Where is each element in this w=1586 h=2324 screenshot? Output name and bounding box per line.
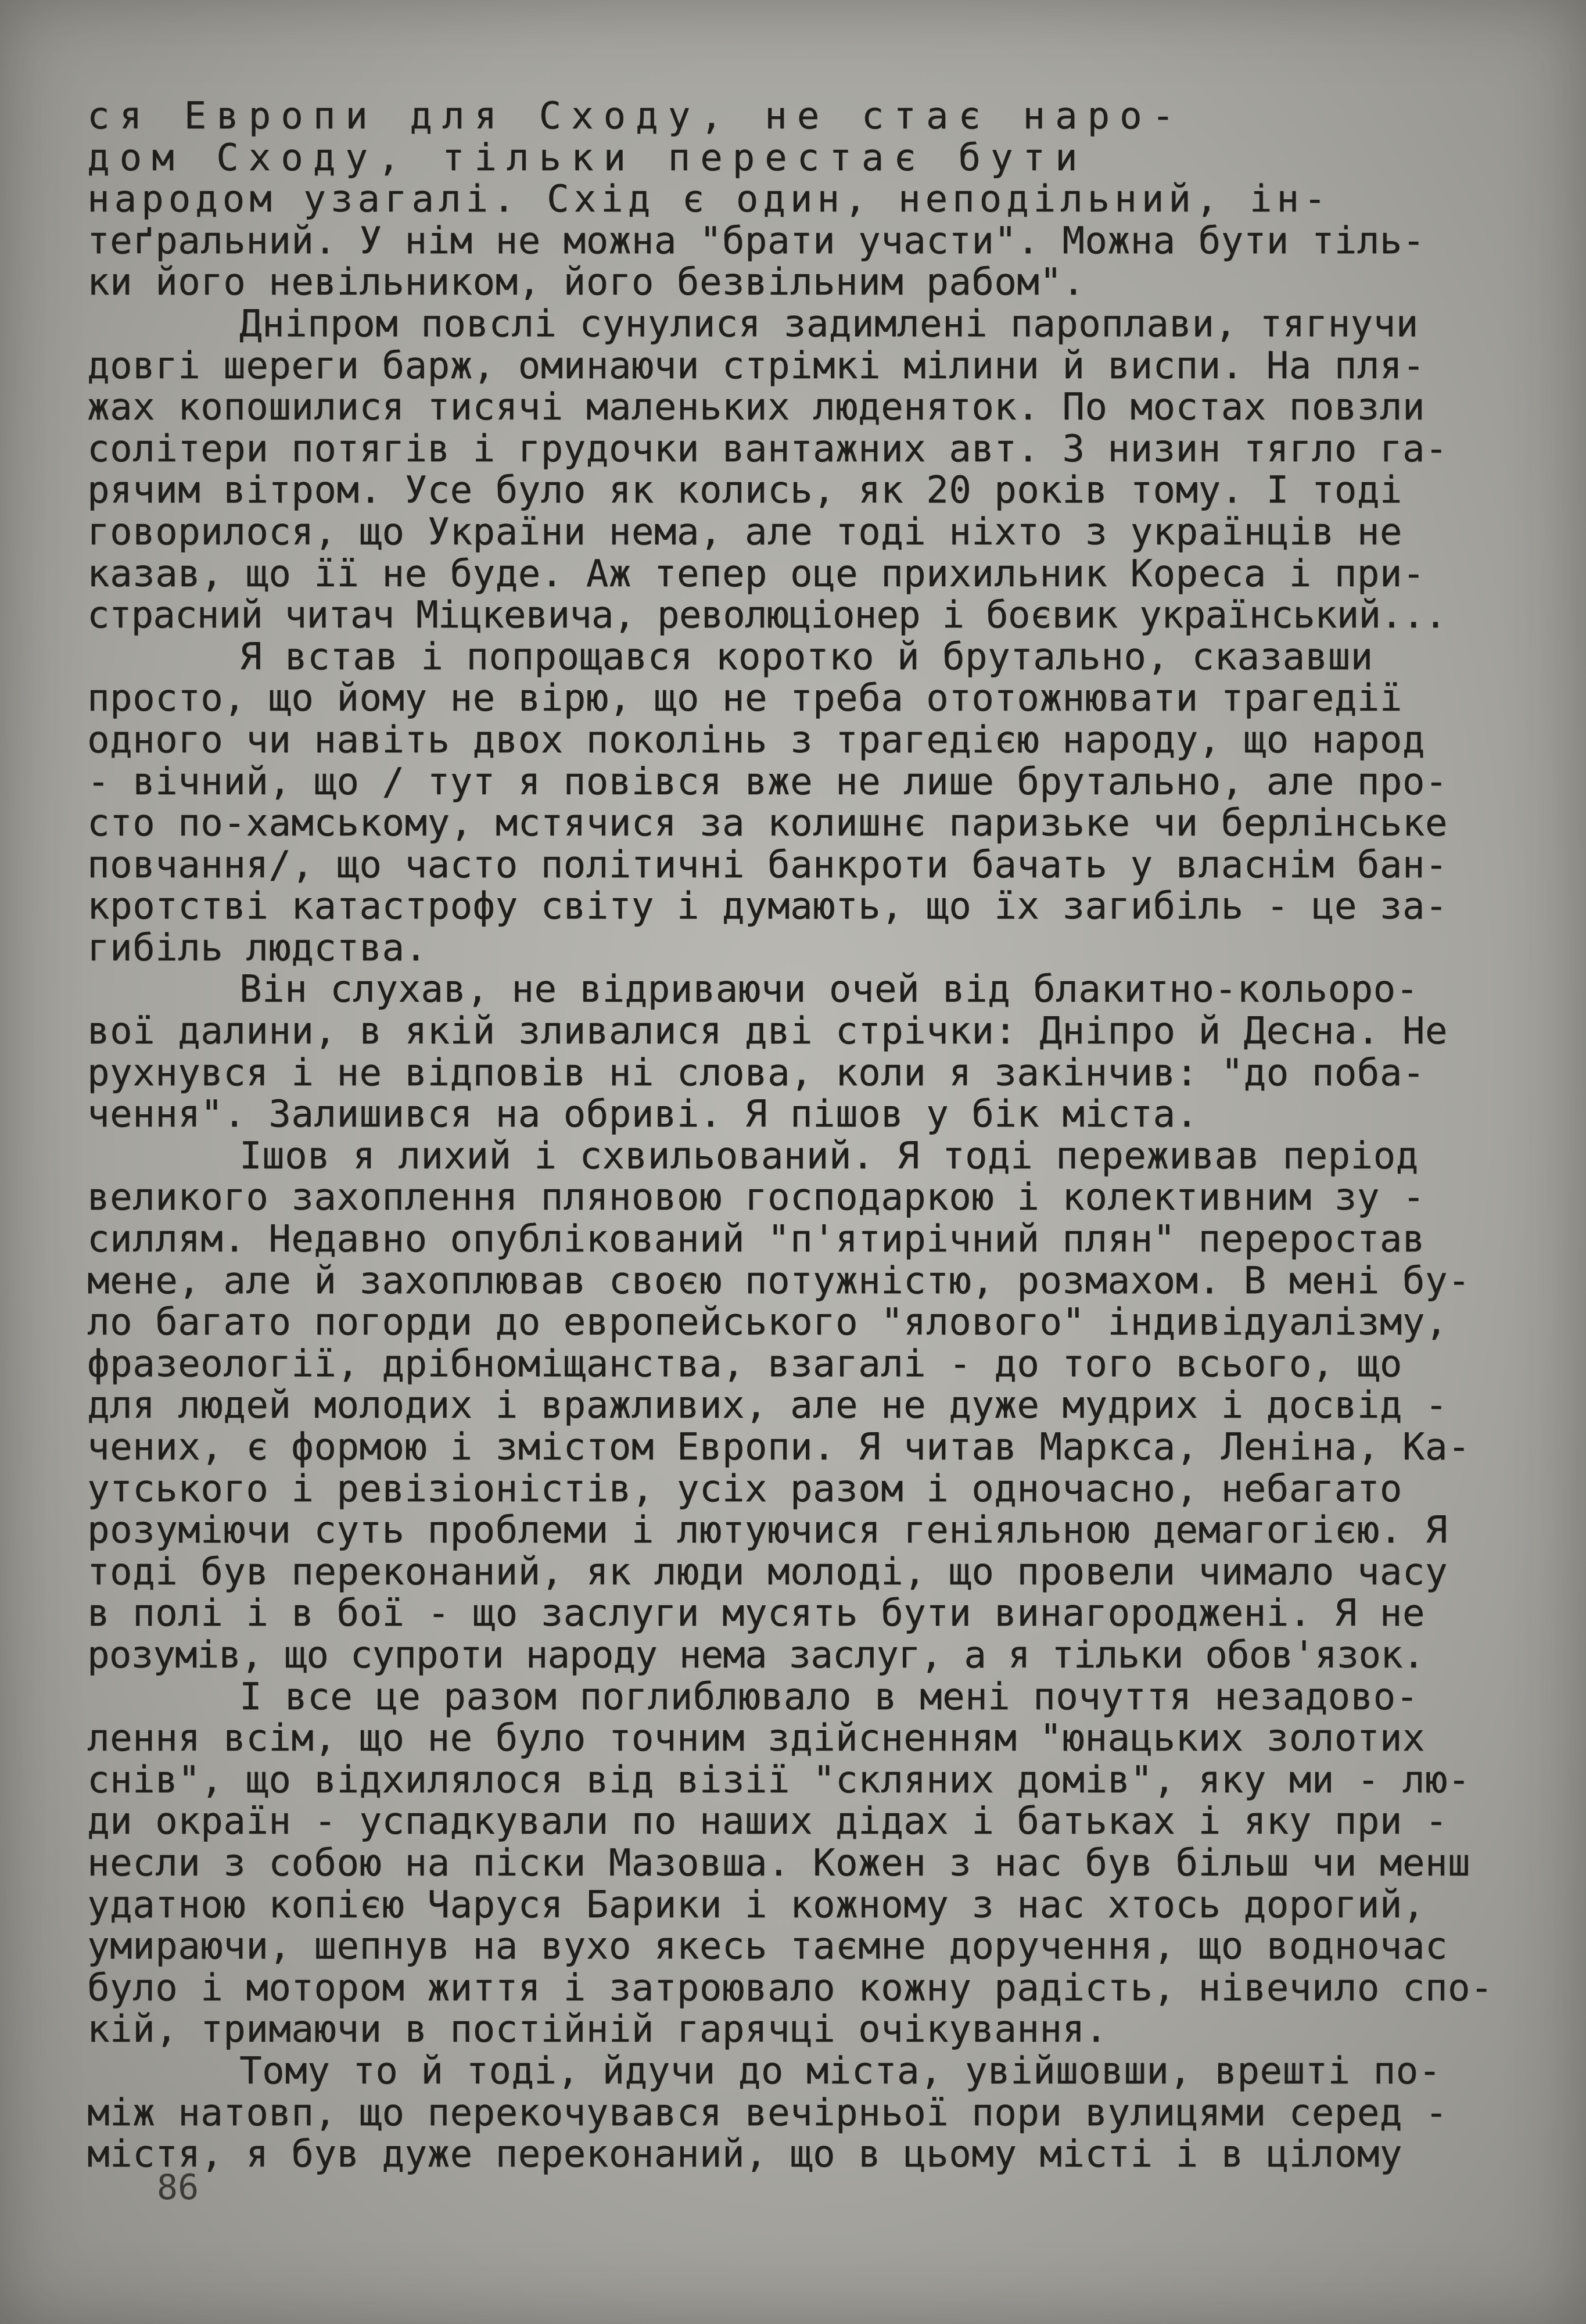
text-line: удатною копією Чаруся Барики і кожному з нас хтось дорогий, bbox=[87, 1884, 1425, 1927]
text-line: чених, є формою і змістом Европи. Я читав Маркса, Леніна, Ка- bbox=[87, 1427, 1470, 1469]
text-line: солітери потягів і грудочки вантажних авт. З низин тягло га- bbox=[87, 428, 1448, 471]
text-line: в полі і в бої - що заслуги мусять бути винагороджені. Я не bbox=[87, 1593, 1425, 1635]
text-line: народом узагалі. Схід є один, неподільний, ін- bbox=[87, 179, 1331, 221]
text-line: кій, тримаючи в постійній гарячці очікування. bbox=[87, 2009, 1108, 2051]
text-line: рячим вітром. Усе було як колись, як 20 років тому. І тоді bbox=[87, 470, 1402, 512]
text-line: великого захоплення пляновою господаркою і колективним зу - bbox=[87, 1177, 1425, 1220]
text-line: кротстві катастрофу світу і думають, що їх загибіль - це за- bbox=[87, 886, 1448, 928]
text-line: повчання/, що часто політичні банкроти бачать у власнім бан- bbox=[87, 844, 1448, 887]
text-line: умираючи, шепнув на вухо якесь таємне доручення, що водночас bbox=[87, 1926, 1448, 1968]
text-line: ся Европи для Сходу, не стає наро- bbox=[87, 96, 1185, 138]
text-line: лення всім, що не було точним здійсненням "юнацьких золотих bbox=[87, 1718, 1425, 1760]
text-line: страсний читач Міцкевича, революціонер і боєвик український... bbox=[87, 595, 1447, 637]
text-line: жах копошилися тисячі маленьких люденяток. По мостах повзли bbox=[87, 387, 1425, 429]
text-line: рухнувся і не відповів ні слова, коли я закінчив: "до поба- bbox=[87, 1052, 1425, 1095]
text-line: чення". Залишився на обриві. Я пішов у бік міста. bbox=[87, 1094, 1199, 1136]
text-line: Ішов я лихий і схвильований. Я тоді переживав період bbox=[239, 1135, 1419, 1178]
text-line: було і мотором життя і затроювало кожну радість, нівечило спо- bbox=[87, 1967, 1493, 2010]
text-line: несли з собою на піски Мазовша. Кожен з нас був більш чи менш bbox=[87, 1842, 1470, 1885]
text-line: гибіль людства. bbox=[87, 927, 428, 970]
text-line: казав, що її не буде. Аж тепер оце прихильник Кореса і при- bbox=[87, 553, 1425, 596]
text-line: одного чи навіть двох поколінь з трагедією народу, що народ bbox=[87, 719, 1425, 762]
text-line: снів", що відхилялося від візії "скляних домів", яку ми - лю- bbox=[87, 1759, 1470, 1802]
text-line: розумів, що супроти народу нема заслуг, а я тільки обов'язок. bbox=[87, 1634, 1424, 1677]
text-line: ди окраїн - успадкували по наших дідах і батьках і яку при - bbox=[87, 1801, 1448, 1843]
text-line: - вічний, що / тут я повівся вже не лише брутально, але про- bbox=[87, 761, 1448, 804]
text-line: утського і ревізіоністів, усіх разом і одночасно, небагато bbox=[87, 1468, 1402, 1511]
body-text bbox=[87, 96, 1528, 2176]
text-line: між натовп, що перекочувався вечірньої пори вулицями серед - bbox=[87, 2092, 1448, 2135]
text-line: мене, але й захоплював своєю потужністю, розмахом. В мені бу- bbox=[87, 1260, 1470, 1303]
text-line: розуміючи суть проблеми і лютуючися геніяльною демагогією. Я bbox=[87, 1510, 1448, 1552]
text-line: силлям. Недавно опублікований "п'ятирічний плян" переростав bbox=[87, 1219, 1425, 1261]
text-line: ло багато погорди до европейського "ялового" індивідуалізму, bbox=[87, 1302, 1448, 1344]
text-line: містя, я був дуже переконаний, що в цьому місті і в цілому bbox=[87, 2134, 1402, 2176]
text-line: дом Сходу, тільки перестає бути bbox=[87, 137, 1088, 180]
text-line: довгі шереги барж, оминаючи стрімкі мілини й виспи. На пля- bbox=[87, 345, 1425, 388]
text-line: тоді був переконаний, як люди молоді, що провели чимало часу bbox=[87, 1551, 1448, 1594]
text-line: теґральний. У нім не можна "брати участи". Можна бути тіль- bbox=[87, 220, 1425, 263]
text-line: І все це разом поглиблювало в мені почуття незадово- bbox=[239, 1676, 1419, 1719]
text-line: Тому то й тоді, йдучи до міста, увійшовши, врешті по- bbox=[239, 2050, 1441, 2093]
text-line: Я встав і попрощався коротко й брутально, сказавши bbox=[239, 636, 1373, 679]
text-line: ки його невільником, його безвільним рабом". bbox=[87, 262, 1085, 304]
text-line: вої далини, в якій зливалися дві стрічки: Дніпро й Десна. Не bbox=[87, 1011, 1448, 1053]
text-line: Дніпром повслі сунулися задимлені пароплави, тягнучи bbox=[239, 303, 1419, 346]
text-line: для людей молодих і вражливих, але не дуже мудрих і досвід - bbox=[87, 1385, 1448, 1427]
text-line: говорилося, що України нема, але тоді ніхто з українців не bbox=[87, 511, 1402, 554]
text-line: просто, що йому не вірю, що не треба ототожнювати трагедії bbox=[87, 678, 1402, 720]
text-line: Він слухав, не відриваючи очей від блакитно-кольоро- bbox=[239, 969, 1419, 1012]
page-number: 86 bbox=[157, 2167, 199, 2208]
text-line: сто по-хамському, мстячися за колишнє паризьке чи берлінське bbox=[87, 803, 1448, 845]
text-line: фразеології, дрібноміщанства, взагалі - до того всього, що bbox=[87, 1343, 1402, 1386]
